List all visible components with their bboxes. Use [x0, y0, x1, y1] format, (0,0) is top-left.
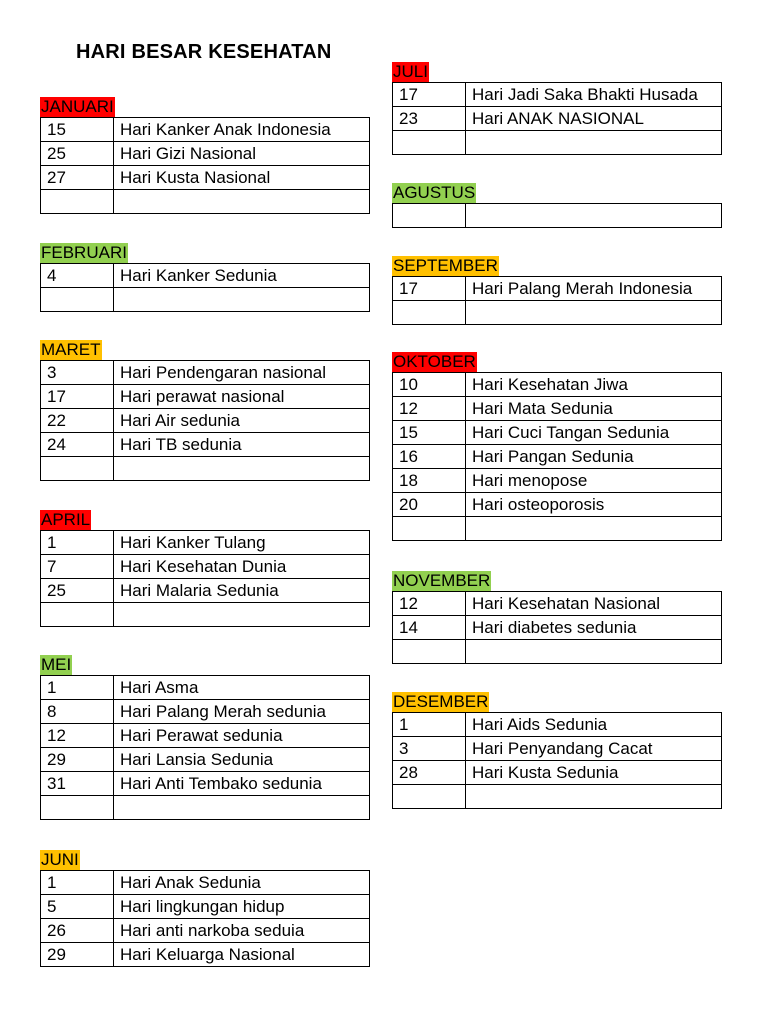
table-row — [41, 361, 370, 385]
event-cell: Hari Mata Sedunia — [466, 397, 722, 421]
day-cell: 1 — [41, 676, 114, 700]
month-section-maret — [40, 340, 370, 481]
month-label: OKTOBER — [393, 352, 476, 371]
event-cell: Hari Kanker Anak Indonesia — [114, 118, 370, 142]
table-row — [393, 204, 722, 228]
month-label: JUNI — [41, 850, 79, 869]
event-cell: Hari TB sedunia — [114, 433, 370, 457]
table-row — [41, 433, 370, 457]
event-cell: Hari Jadi Saka Bhakti Husada — [466, 83, 722, 107]
table-row — [41, 895, 370, 919]
day-table — [40, 117, 370, 214]
day-table — [392, 591, 722, 664]
month-section-november — [392, 571, 722, 664]
table-row — [393, 131, 722, 155]
day-cell — [41, 796, 114, 820]
table-row — [393, 107, 722, 131]
day-table — [40, 530, 370, 627]
table-row — [393, 277, 722, 301]
event-cell: Hari menopose — [466, 469, 722, 493]
month-section-februari — [40, 243, 370, 312]
day-cell: 17 — [41, 385, 114, 409]
table-row — [41, 919, 370, 943]
table-row — [41, 555, 370, 579]
event-cell: Hari Kusta Sedunia — [466, 761, 722, 785]
event-cell: Hari Penyandang Cacat — [466, 737, 722, 761]
month-label: MARET — [41, 340, 101, 359]
event-cell — [466, 301, 722, 325]
table-row — [393, 616, 722, 640]
event-cell: Hari Anti Tembako sedunia — [114, 772, 370, 796]
table-row — [393, 713, 722, 737]
event-cell: Hari Kesehatan Jiwa — [466, 373, 722, 397]
day-cell: 14 — [393, 616, 466, 640]
day-cell: 29 — [41, 943, 114, 967]
day-cell: 24 — [41, 433, 114, 457]
event-cell: Hari Palang Merah sedunia — [114, 700, 370, 724]
table-row — [41, 190, 370, 214]
day-cell: 12 — [393, 397, 466, 421]
event-cell: Hari Kesehatan Dunia — [114, 555, 370, 579]
event-cell: Hari Pendengaran nasional — [114, 361, 370, 385]
month-section-september — [392, 256, 722, 325]
table-row — [41, 579, 370, 603]
day-cell: 31 — [41, 772, 114, 796]
day-cell — [41, 288, 114, 312]
month-section-mei — [40, 655, 370, 820]
day-cell — [41, 457, 114, 481]
event-cell: Hari Perawat sedunia — [114, 724, 370, 748]
event-cell — [466, 204, 722, 228]
table-row — [393, 421, 722, 445]
table-row — [393, 373, 722, 397]
event-cell: Hari Lansia Sedunia — [114, 748, 370, 772]
day-cell: 26 — [41, 919, 114, 943]
day-cell: 28 — [393, 761, 466, 785]
day-cell: 16 — [393, 445, 466, 469]
day-cell: 17 — [393, 83, 466, 107]
event-cell — [114, 603, 370, 627]
month-label: JULI — [393, 62, 428, 81]
table-row — [41, 871, 370, 895]
table-row — [41, 724, 370, 748]
table-row — [41, 142, 370, 166]
table-row — [393, 785, 722, 809]
day-cell — [393, 517, 466, 541]
day-cell: 15 — [393, 421, 466, 445]
day-cell: 25 — [41, 579, 114, 603]
day-cell: 27 — [41, 166, 114, 190]
event-cell: Hari lingkungan hidup — [114, 895, 370, 919]
event-cell — [114, 457, 370, 481]
day-cell — [393, 785, 466, 809]
day-table — [40, 360, 370, 481]
day-cell: 1 — [41, 531, 114, 555]
event-cell: Hari diabetes sedunia — [466, 616, 722, 640]
table-row — [393, 493, 722, 517]
event-cell: Hari Kesehatan Nasional — [466, 592, 722, 616]
event-cell — [114, 796, 370, 820]
event-cell: Hari osteoporosis — [466, 493, 722, 517]
day-cell: 7 — [41, 555, 114, 579]
event-cell: Hari Kusta Nasional — [114, 166, 370, 190]
day-table — [392, 82, 722, 155]
day-table — [392, 372, 722, 541]
day-cell: 12 — [41, 724, 114, 748]
day-table — [392, 276, 722, 325]
day-cell: 1 — [393, 713, 466, 737]
table-row — [393, 445, 722, 469]
table-row — [41, 457, 370, 481]
table-row — [393, 83, 722, 107]
table-row — [393, 640, 722, 664]
day-cell: 3 — [41, 361, 114, 385]
event-cell: Hari Gizi Nasional — [114, 142, 370, 166]
event-cell: Hari Keluarga Nasional — [114, 943, 370, 967]
table-row — [41, 531, 370, 555]
event-cell: Hari Malaria Sedunia — [114, 579, 370, 603]
day-cell: 10 — [393, 373, 466, 397]
month-section-januari — [40, 97, 370, 214]
day-cell — [41, 190, 114, 214]
month-label: DESEMBER — [393, 692, 489, 711]
table-row — [41, 385, 370, 409]
event-cell — [114, 288, 370, 312]
day-cell: 25 — [41, 142, 114, 166]
table-row — [393, 469, 722, 493]
month-section-desember — [392, 692, 722, 809]
table-row — [393, 737, 722, 761]
event-cell — [466, 517, 722, 541]
table-row — [393, 517, 722, 541]
event-cell: Hari Anak Sedunia — [114, 871, 370, 895]
day-cell: 29 — [41, 748, 114, 772]
day-cell: 15 — [41, 118, 114, 142]
table-row — [41, 118, 370, 142]
table-row — [393, 301, 722, 325]
month-label: JANUARI — [41, 97, 114, 116]
event-cell: Hari Aids Sedunia — [466, 713, 722, 737]
day-cell: 18 — [393, 469, 466, 493]
table-row — [41, 700, 370, 724]
event-cell: Hari ANAK NASIONAL — [466, 107, 722, 131]
day-cell — [393, 131, 466, 155]
day-table — [392, 712, 722, 809]
day-cell — [393, 301, 466, 325]
month-label: SEPTEMBER — [393, 256, 498, 275]
table-row — [41, 943, 370, 967]
table-row — [41, 676, 370, 700]
month-label: NOVEMBER — [393, 571, 491, 590]
day-cell: 17 — [393, 277, 466, 301]
day-cell: 20 — [393, 493, 466, 517]
day-table — [392, 203, 722, 228]
month-section-juli — [392, 62, 722, 155]
month-label: MEI — [41, 655, 72, 674]
month-label: FEBRUARI — [41, 243, 127, 262]
table-row — [393, 397, 722, 421]
day-cell — [41, 603, 114, 627]
day-cell: 5 — [41, 895, 114, 919]
event-cell — [466, 131, 722, 155]
event-cell: Hari Kanker Sedunia — [114, 264, 370, 288]
event-cell — [466, 640, 722, 664]
table-row — [41, 288, 370, 312]
table-row — [41, 264, 370, 288]
day-cell: 1 — [41, 871, 114, 895]
event-cell: Hari Palang Merah Indonesia — [466, 277, 722, 301]
month-section-agustus — [392, 183, 722, 228]
month-section-oktober — [392, 352, 722, 541]
day-cell: 3 — [393, 737, 466, 761]
table-row — [41, 603, 370, 627]
page-title: HARI BESAR KESEHATAN — [76, 41, 332, 63]
table-row — [41, 772, 370, 796]
day-cell: 23 — [393, 107, 466, 131]
day-table — [40, 263, 370, 312]
event-cell: Hari Kanker Tulang — [114, 531, 370, 555]
event-cell: Hari anti narkoba seduia — [114, 919, 370, 943]
day-cell: 8 — [41, 700, 114, 724]
table-row — [41, 409, 370, 433]
month-section-april — [40, 510, 370, 627]
day-cell — [393, 640, 466, 664]
table-row — [393, 761, 722, 785]
day-cell — [393, 204, 466, 228]
event-cell — [114, 190, 370, 214]
event-cell — [466, 785, 722, 809]
month-label: APRIL — [41, 510, 91, 529]
event-cell: Hari perawat nasional — [114, 385, 370, 409]
table-row — [41, 748, 370, 772]
month-section-juni — [40, 850, 370, 967]
event-cell: Hari Cuci Tangan Sedunia — [466, 421, 722, 445]
month-label: AGUSTUS — [393, 183, 476, 202]
day-table — [40, 675, 370, 820]
day-cell: 22 — [41, 409, 114, 433]
table-row — [393, 592, 722, 616]
event-cell: Hari Air sedunia — [114, 409, 370, 433]
day-cell: 4 — [41, 264, 114, 288]
day-table — [40, 870, 370, 967]
day-cell: 12 — [393, 592, 466, 616]
event-cell: Hari Asma — [114, 676, 370, 700]
table-row — [41, 796, 370, 820]
event-cell: Hari Pangan Sedunia — [466, 445, 722, 469]
table-row — [41, 166, 370, 190]
